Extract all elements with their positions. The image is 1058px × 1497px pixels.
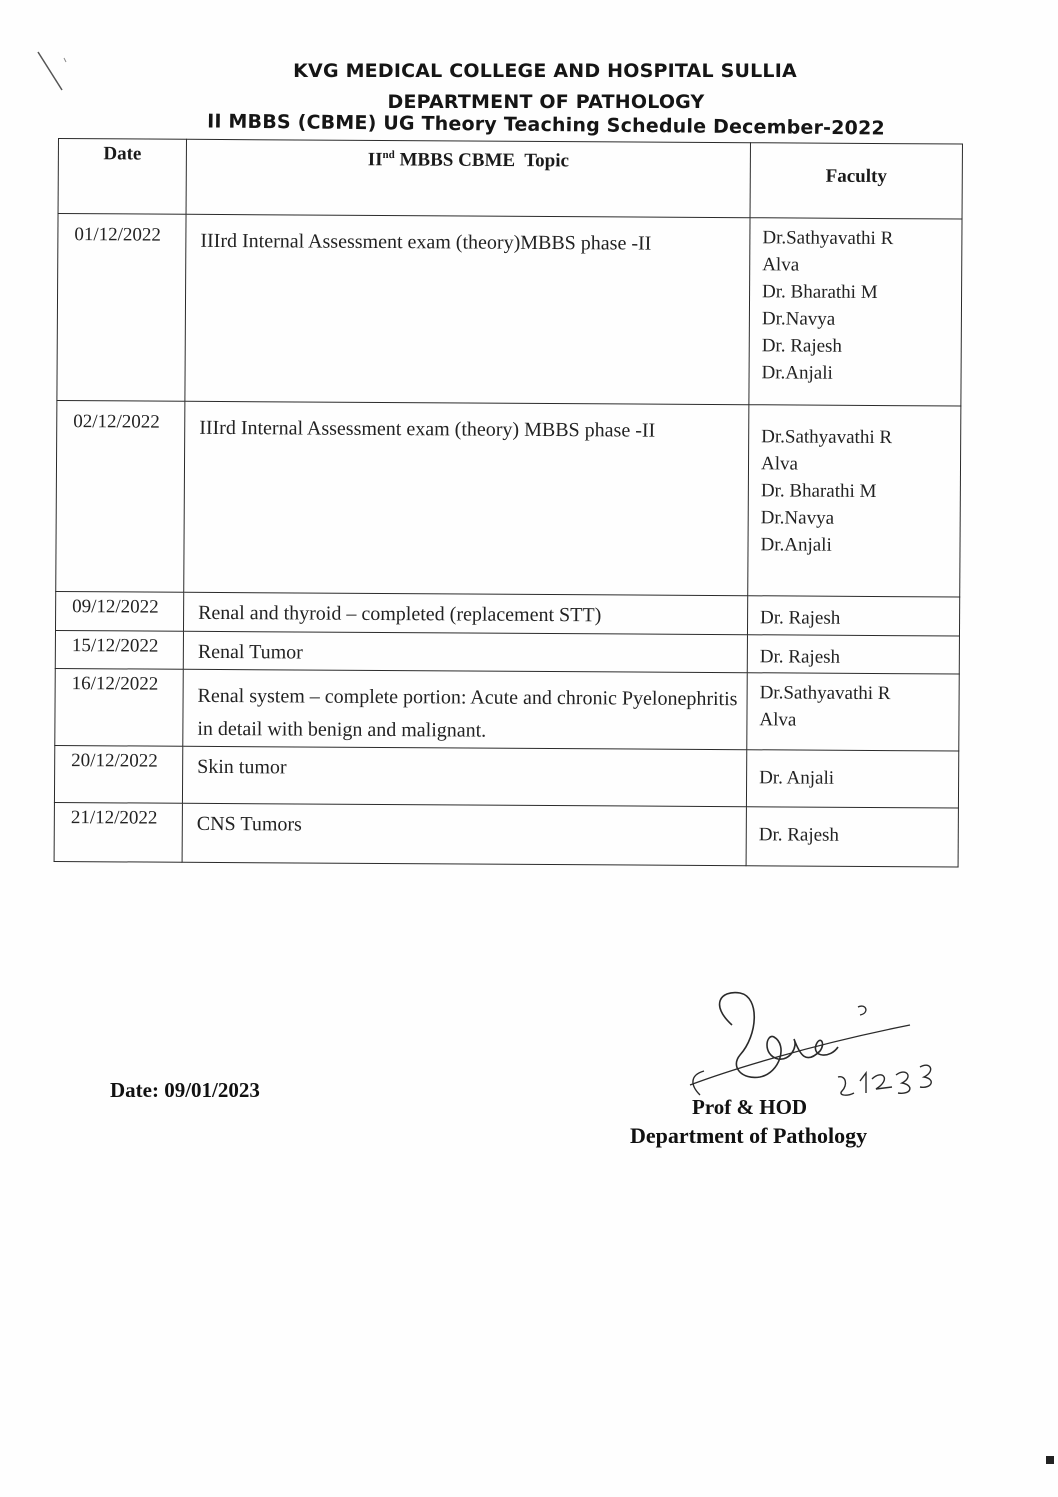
row-faculty (748, 405, 961, 597)
row-faculty (746, 750, 958, 808)
row-faculty (747, 635, 959, 674)
topic-header-rest: MBBS CBME Topic (394, 149, 570, 172)
column-header-date: Date (58, 139, 186, 215)
row-date: 02/12/2022 (56, 400, 185, 592)
topic-header-prefix: II (367, 149, 383, 171)
faculty-name: Dr.Sathyavathi R (762, 227, 894, 250)
faculty-name: Dr.Anjali (760, 534, 832, 556)
issue-date: Date: 09/01/2023 (110, 1078, 260, 1102)
department-name: DEPARTMENT OF PATHOLOGY (387, 91, 705, 113)
row-date: 16/12/2022 (55, 668, 183, 746)
row-faculty (747, 673, 959, 751)
faculty-name: Dr.Navya (761, 308, 836, 330)
signatory-title: Prof & HOD (692, 1095, 808, 1119)
signatory-department: Department of Pathology (630, 1123, 868, 1148)
row-faculty (749, 218, 962, 406)
table-header-row (58, 139, 962, 220)
faculty-name: Dr. Rajesh (759, 646, 841, 668)
row-topic: Renal Tumor (183, 631, 747, 672)
table-row (55, 668, 959, 751)
table-row (55, 591, 959, 636)
faculty-name: Dr.Anjali (761, 362, 833, 384)
row-faculty (746, 807, 958, 867)
row-faculty (747, 596, 959, 636)
row-date: 15/12/2022 (55, 630, 183, 669)
institution-name: KVG MEDICAL COLLEGE AND HOSPITAL SULLIA (293, 60, 797, 82)
row-date: 21/12/2022 (54, 802, 182, 862)
schedule-table (54, 138, 963, 868)
table-row (54, 802, 958, 867)
faculty-name: Dr. Bharathi M (762, 281, 878, 304)
faculty-name: Dr.Sathyavathi R (759, 682, 891, 705)
row-topic: CNS Tumors (182, 803, 746, 865)
faculty-name: Dr. Rajesh (761, 335, 843, 357)
faculty-name: Dr. Rajesh (760, 607, 841, 629)
faculty-name: Alva (762, 254, 800, 276)
row-topic: Renal and thyroid – completed (replacement STT) (183, 592, 747, 634)
row-topic: Renal system – complete portion: Acute and chronic Pyelonephritis in detail with benign and malignant. (183, 669, 747, 749)
row-topic: IIIrd Internal Assessment exam (theory)MBBS phase -II (185, 214, 750, 404)
table-row (56, 400, 961, 597)
row-date: 09/12/2022 (55, 591, 183, 631)
row-date: 01/12/2022 (57, 214, 186, 402)
scan-edge-mark (1046, 1456, 1054, 1464)
row-date: 20/12/2022 (54, 745, 182, 803)
topic-header-superscript: nd (382, 148, 395, 162)
row-topic: IIIrd Internal Assessment exam (theory) MBBS phase -II (184, 401, 749, 595)
faculty-name: Dr. Rajesh (758, 824, 840, 846)
column-header-faculty: Faculty (750, 143, 962, 219)
faculty-name: Dr.Sathyavathi R (761, 426, 893, 449)
table-row (54, 745, 958, 808)
schedule-title: II MBBS (CBME) UG Theory Teaching Schedule December-2022 (207, 110, 885, 140)
scan-artifact-mark (36, 50, 76, 100)
faculty-name: Dr. Anjali (759, 767, 835, 789)
faculty-name: Dr.Navya (760, 507, 835, 529)
table-row (55, 630, 959, 674)
faculty-name: Alva (760, 453, 799, 475)
faculty-name: Dr. Bharathi M (760, 480, 877, 503)
faculty-name: Alva (759, 709, 797, 731)
row-topic: Skin tumor (182, 746, 746, 806)
column-header-topic (186, 139, 750, 217)
table-row (57, 214, 962, 407)
